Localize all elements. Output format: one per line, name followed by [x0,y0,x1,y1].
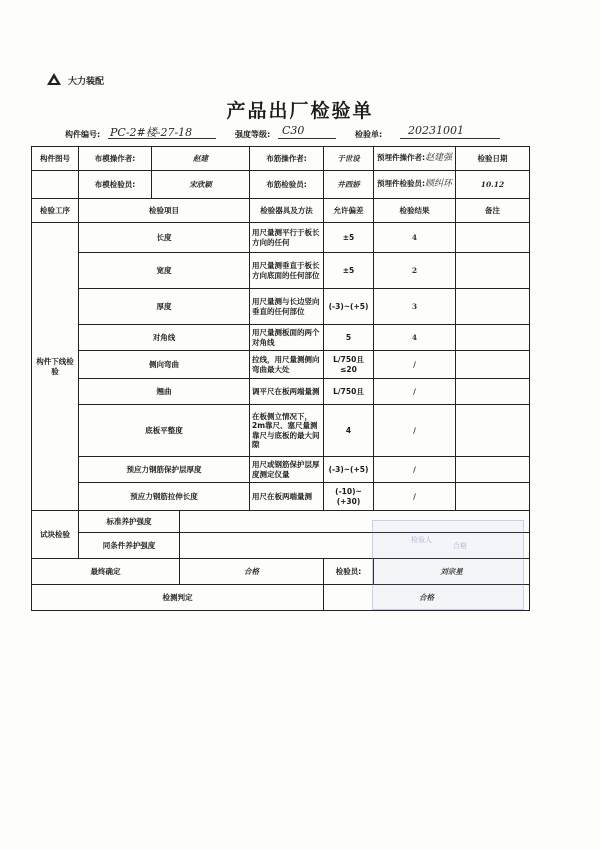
table-row [32,483,530,511]
strength-label: 强度等级: [235,130,271,139]
item-header: 检验项目 [79,199,250,223]
row-result: 4 [374,223,456,253]
row-tool: 用尺量测板面的两个对角线 [250,325,324,351]
same-condition-label: 同条件养护强度 [79,533,180,559]
row-remark [456,325,530,351]
inspector-label: 检验员: [324,559,374,585]
document-title: 产品出厂检验单 [226,100,374,122]
component-no-underline [108,138,216,139]
row-tool: 用尺量测平行于板长方向的任何 [250,223,324,253]
header-row-operators [32,147,530,171]
table-row [32,379,530,405]
table-row [32,223,530,253]
test-block-process: 试块检验 [32,511,79,559]
row-remark [456,351,530,379]
row-remark [456,379,530,405]
row-tolerance: ±5 [324,253,374,289]
row-tool: 调平尺在板两端量测 [250,379,324,405]
final-value: 合格 [180,559,324,585]
table-row [32,405,530,457]
stamp-line1: 检验人 [411,536,432,544]
row-result: 3 [374,289,456,325]
rebar-operator-label: 布筋操作者: [250,147,324,171]
row-tool: 拉线，用尺量测侧向弯曲最大处 [250,351,324,379]
row-tolerance: 4 [324,405,374,457]
result-header: 检验结果 [374,199,456,223]
component-drawing-cell [32,171,79,199]
row-item: 翘曲 [79,379,250,405]
formwork-operator-signature: 赵建 [152,147,250,171]
row-tool: 在板侧立情况下，2m靠尺、塞尺量测靠尺与底板的最大间隙 [250,405,324,457]
row-remark [456,289,530,325]
component-drawing-header: 构件图号 [32,147,79,171]
table-row [32,289,530,325]
row-tool: 用尺或钢筋保护层厚度测定仪量 [250,457,324,483]
standard-curing-label: 标准养护强度 [79,511,180,533]
judgement-label: 检测判定 [32,585,324,611]
tool-header: 检验器具及方法 [250,199,324,223]
table-row [32,457,530,483]
row-item: 底板平整度 [79,405,250,457]
row-remark [456,483,530,511]
embed-inspector-label: 预埋件检验员:顾纠环 [374,171,456,199]
row-tool: 用尺量测垂直于板长方向底面的任何部位 [250,253,324,289]
inspection-no-underline [400,138,500,139]
row-item: 厚度 [79,289,250,325]
row-tool: 用尺量测与长边竖向垂直的任何部位 [250,289,324,325]
formwork-inspector-label: 布模检验员: [79,171,152,199]
logo-mark-icon [46,72,62,88]
row-result: / [374,457,456,483]
final-label: 最终确定 [32,559,180,585]
row-remark [456,405,530,457]
inspection-date-value: 10.12 [456,171,530,199]
row-item: 预应力钢筋拉伸长度 [79,483,250,511]
formwork-inspector-signature: 宋欣颖 [152,171,250,199]
row-tolerance: (-3)~(+5) [324,457,374,483]
row-tolerance: L/750且≤20 [324,351,374,379]
logo-text: 大力装配 [68,76,105,87]
row-tolerance: (-10)~(+30) [324,483,374,511]
row-result: 2 [374,253,456,289]
formwork-operator-label: 布模操作者: [79,147,152,171]
row-item: 预应力钢筋保护层厚度 [79,457,250,483]
embed-operator-label: 预埋件操作者:赵建强 [374,147,456,171]
tolerance-header: 允许偏差 [324,199,374,223]
row-tolerance: L/750且 [324,379,374,405]
row-tolerance: 5 [324,325,374,351]
row-item: 宽度 [79,253,250,289]
column-header-row [32,199,530,223]
remark-header: 备注 [456,199,530,223]
row-result: / [374,483,456,511]
table-row [32,253,530,289]
row-result: / [374,405,456,457]
inspection-stamp [372,520,524,610]
row-item: 长度 [79,223,250,253]
inspector-signature: 刘宗星 [374,559,530,585]
strength-value: C30 [282,124,305,137]
rebar-inspector-label: 布筋检验员: [250,171,324,199]
row-result: 4 [374,325,456,351]
process-header: 检验工序 [32,199,79,223]
stamp-line2: 合格 [453,542,467,550]
component-no-label: 构件编号: [65,130,101,139]
row-tolerance: (-3)~(+5) [324,289,374,325]
row-tool: 用尺在板两端量测 [250,483,324,511]
row-remark [456,223,530,253]
component-no-value: PC-2#楼-27-18 [110,126,193,139]
inspection-date-header: 检验日期 [456,147,530,171]
company-logo [46,72,104,88]
row-remark [456,457,530,483]
inspection-no-value: 20231001 [408,124,464,137]
row-item: 对角线 [79,325,250,351]
rebar-operator-signature: 于世设 [324,147,374,171]
strength-underline [278,138,336,139]
row-tolerance: ±5 [324,223,374,253]
header-row-inspectors [32,171,530,199]
row-result: / [374,379,456,405]
rebar-inspector-signature: 井西娇 [324,171,374,199]
process-offline-cell: 构件下线检验 [32,223,79,511]
row-remark [456,253,530,289]
row-result: / [374,351,456,379]
judgement-value: 合格 [324,585,530,611]
inspection-no-label: 检验单: [355,130,383,139]
table-row [32,325,530,351]
table-row [32,351,530,379]
row-item: 侧向弯曲 [79,351,250,379]
